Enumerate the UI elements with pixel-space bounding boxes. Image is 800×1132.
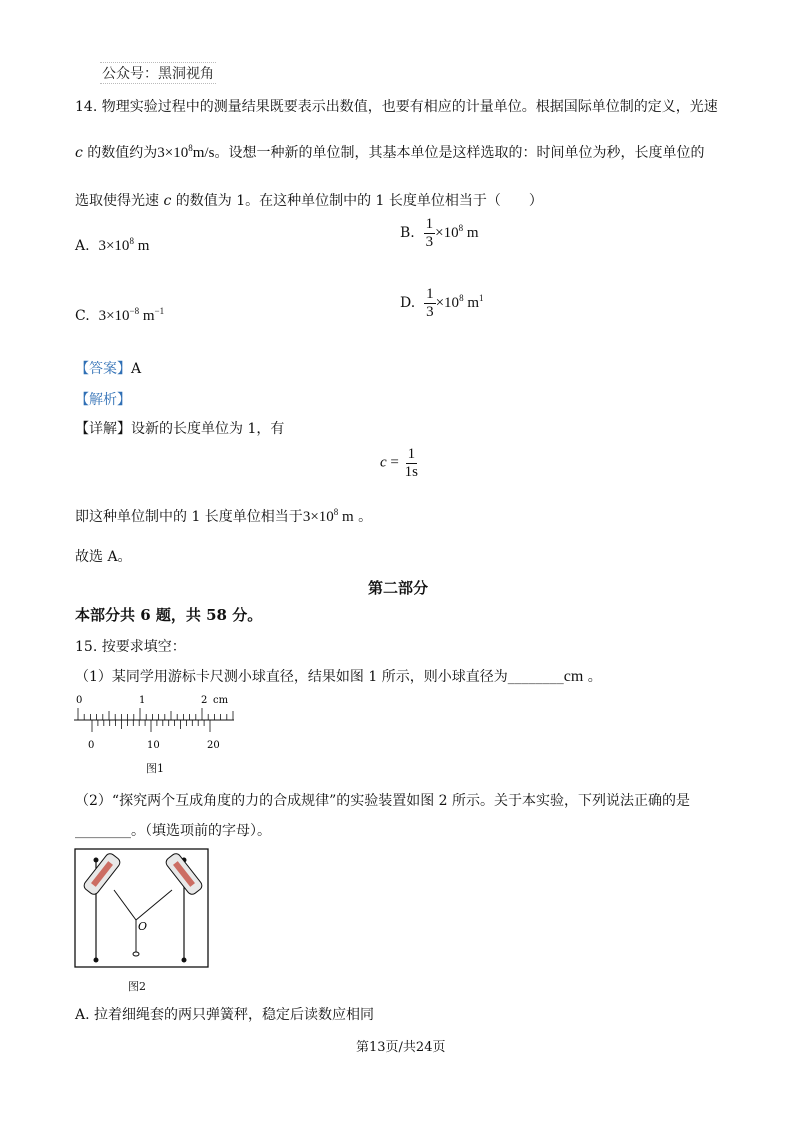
answer-value: A (131, 361, 142, 377)
q15-line1: 15. 按要求填空： (75, 639, 186, 655)
answer-tag: 【答案】 (75, 361, 131, 377)
left-spring-balance (82, 852, 122, 897)
conclusion-line: 即这种单位制中的 1 长度单位相当于$3\times 10^8$ m 。 (75, 507, 373, 525)
q15-sub2-line1: （2）“探究两个互成角度的力的合成规律”的实验装置如图 2 所示。关于本实验，下列说法正确的是 (75, 793, 691, 809)
choose-line: 故选 A。 (75, 549, 132, 565)
pin (182, 958, 187, 963)
formula: c = $\frac{1}{1s}$ (380, 446, 418, 480)
var-c: c (75, 145, 83, 161)
pin (94, 858, 99, 863)
q14-option-a: A. $3\times 10^8$ m (75, 236, 150, 254)
left-string (114, 890, 136, 920)
analysis-tag: 【解析】 (75, 392, 131, 408)
vernier-scale-ticks (92, 720, 210, 732)
part2-title: 第二部分 (368, 579, 429, 597)
detail-line: 【详解】设新的长度单位为 1，有 (75, 421, 285, 437)
anchor-pin (133, 952, 139, 956)
q15-sub2-line2: ________。（填选项前的字母）。 (75, 823, 271, 839)
q15-option-a: A. 拉着细绳套的两只弹簧秤，稳定后读数应相同 (75, 1007, 375, 1023)
point-o-label: O (138, 920, 148, 933)
watermark-text: 公众号：黑洞视角 (100, 62, 216, 84)
q14-option-c: C. $3\times 10^{-8}$ $m^{-1}$ (75, 306, 165, 324)
answer-line (75, 358, 141, 378)
q14-line1: 14. 物理实验过程中的测量结果既要表示出数值，也要有相应的计量单位。根据国际单位制的定义，光速 (75, 99, 718, 115)
q14-option-d: D. $\frac{1}{3}$ $\times 10^8$ $m^1$ (400, 286, 484, 320)
q14-option-b: B. $\frac{1}{3}$ $\times 10^8$ m (400, 216, 479, 250)
main-scale-unit: cm (213, 695, 229, 706)
main-scale-label: 0 (76, 695, 83, 706)
vernier-label: 0 (88, 740, 95, 751)
q14-line2: c 的数值约为$3\times 10^8m/s$。设想一种新的单位制，其基本单位是这样选取的：时间单位为秒，长度单位的 (75, 143, 705, 161)
pin (94, 958, 99, 963)
main-scale-label: 1 (139, 695, 146, 706)
answer-blank: ________ (507, 669, 564, 685)
figure1-vernier-caliper (70, 690, 240, 752)
main-scale-ticks (78, 708, 233, 720)
part2-subtitle: 本部分共 6 题，共 58 分。 (75, 606, 263, 624)
vernier-label: 20 (207, 740, 220, 751)
vernier-label: 10 (147, 740, 160, 751)
main-scale-label: 2 (201, 695, 208, 706)
q14-line3: 选取使得光速 c 的数值为 1。在这种单位制中的 1 长度单位相当于（ ） (75, 193, 543, 209)
figure2-caption: 图2 (128, 980, 146, 993)
light-speed-value: $3\times 10^8m/s$ (157, 143, 215, 161)
q15-sub1: （1）某同学用游标卡尺测小球直径，结果如图 1 所示，则小球直径为________cm 。 (75, 668, 602, 685)
right-string (136, 890, 172, 920)
page-footer: 第13页/共24页 (356, 1040, 446, 1055)
figure2-apparatus (74, 848, 209, 968)
figure1-caption: 图1 (146, 762, 164, 775)
